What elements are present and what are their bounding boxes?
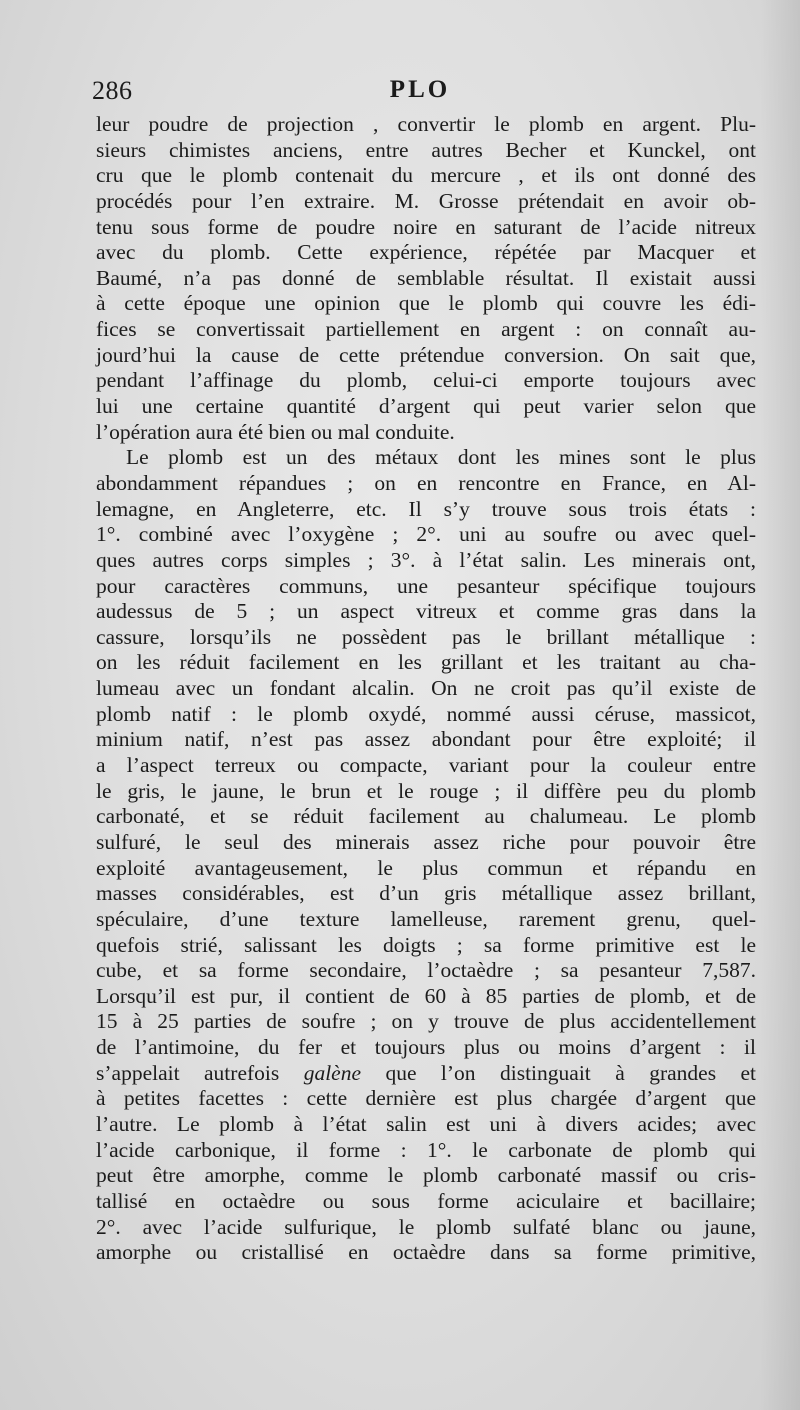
text-line: l’acide carbonique, il forme : 1°. le carbonate de plomb qui	[96, 1137, 756, 1162]
text-line: on les réduit facilement en les grillant et les traitant au cha-	[96, 650, 756, 675]
text-line: pour caractères communs, une pesanteur spécifique toujours	[96, 573, 756, 598]
text-line: le gris, le jaune, le brun et le rouge ; il diffère peu du plomb	[96, 778, 756, 803]
text-line: sulfuré, le seul des minerais assez riche pour pouvoir être	[96, 829, 756, 854]
text-line: l’opération aura été bien ou mal conduite.	[96, 419, 455, 444]
text-line: lemagne, en Angleterre, etc. Il s’y trouve sous trois états :	[96, 496, 756, 521]
text-line: leur poudre de projection , convertir le plomb en argent. Plu-	[96, 112, 756, 136]
text-line: spéculaire, d’une texture lamelleuse, rarement grenu, quel-	[96, 906, 756, 931]
page-edge-shadow	[760, 0, 800, 1410]
italic-term: galène	[303, 1060, 361, 1085]
text-line: amorphe ou cristallisé en octaèdre dans sa forme primitive,	[96, 1240, 756, 1265]
text-line: carbonaté, et se réduit facilement au chalumeau. Le plomb	[96, 804, 756, 829]
text-line: Lorsqu’il est pur, il contient de 60 à 85 parties de plomb, et de	[96, 983, 756, 1008]
text-line: Baumé, n’a pas donné de semblable résultat. Il existait aussi	[96, 265, 756, 290]
text-line: l’autre. Le plomb à l’état salin est uni à divers acides; avec	[96, 1111, 756, 1136]
body-text	[96, 112, 756, 1266]
text-line: jourd’hui la cause de cette prétendue conversion. On sait que,	[96, 342, 756, 367]
text-line: cube, et sa forme secondaire, l’octaèdre ; sa pesanteur 7,587.	[96, 958, 756, 983]
paragraph	[96, 445, 756, 1266]
text-line: 15 à 25 parties de soufre ; on y trouve de plus accidentellement	[96, 1009, 756, 1034]
text-line: pendant l’affinage du plomb, celui-ci emporte toujours avec	[96, 368, 756, 393]
text-line: lui une certaine quantité d’argent qui peut varier selon que	[96, 394, 756, 419]
text-line-with-italic	[96, 1061, 756, 1087]
text-line: audessus de 5 ; un aspect vitreux et comme gras dans la	[96, 599, 756, 624]
paragraph	[96, 112, 756, 445]
text-line: 2°. avec l’acide sulfurique, le plomb sulfaté blanc ou jaune,	[96, 1214, 756, 1239]
text-run: que l’on distinguait à grandes et	[361, 1060, 757, 1085]
text-line: a l’aspect terreux ou compacte, variant pour la couleur entre	[96, 753, 756, 778]
text-line: cru que le plomb contenait du mercure , et ils ont donné des	[96, 163, 756, 188]
running-head: PLO	[389, 76, 451, 103]
text-line: fices se convertissait partiellement en argent : on connaît au-	[96, 317, 756, 342]
text-line: procédés pour l’en extraire. M. Grosse prétendait en avoir ob-	[96, 188, 756, 213]
text-line: exploité avantageusement, le plus commun et répandu en	[96, 855, 756, 880]
page-number: 286	[92, 76, 133, 105]
text-line: minium natif, n’est pas assez abondant pour être exploité; il	[96, 727, 756, 752]
text-line: 1°. combiné avec l’oxygène ; 2°. uni au soufre ou avec quel-	[96, 522, 756, 547]
text-line: sieurs chimistes anciens, entre autres Becher et Kunckel, ont	[96, 137, 756, 162]
text-line: lumeau avec un fondant alcalin. On ne croit pas qu’il existe de	[96, 676, 756, 701]
text-line: cassure, lorsqu’ils ne possèdent pas le brillant métallique :	[96, 624, 756, 649]
text-line: abondamment répandues ; on en rencontre en France, en Al-	[96, 470, 756, 495]
text-run: s’appelait autrefois	[96, 1060, 304, 1085]
text-line: plomb natif : le plomb oxydé, nommé aussi céruse, massicot,	[96, 701, 756, 726]
text-line: de l’antimoine, du fer et toujours plus ou moins d’argent : il	[96, 1035, 756, 1060]
text-line: à cette époque une opinion que le plomb qui couvre les édi-	[96, 291, 756, 316]
text-line: avec du plomb. Cette expérience, répétée par Macquer et	[96, 240, 756, 265]
page-header	[86, 76, 754, 110]
text-line: masses considérables, est d’un gris métallique assez brillant,	[96, 881, 756, 906]
text-line: peut être amorphe, comme le plomb carbonaté massif ou cris-	[96, 1163, 756, 1188]
text-line: tallisé en octaèdre ou sous forme aciculaire et bacillaire;	[96, 1188, 756, 1213]
text-line: tenu sous forme de poudre noire en saturant de l’acide nitreux	[96, 214, 756, 239]
text-line: quefois strié, salissant les doigts ; sa forme primitive est le	[96, 932, 756, 957]
text-line: Le plomb est un des métaux dont les mines sont le plus	[126, 445, 756, 470]
text-line: ques autres corps simples ; 3°. à l’état salin. Les minerais ont,	[96, 547, 756, 572]
text-line: à petites facettes : cette dernière est plus chargée d’argent que	[96, 1086, 756, 1111]
